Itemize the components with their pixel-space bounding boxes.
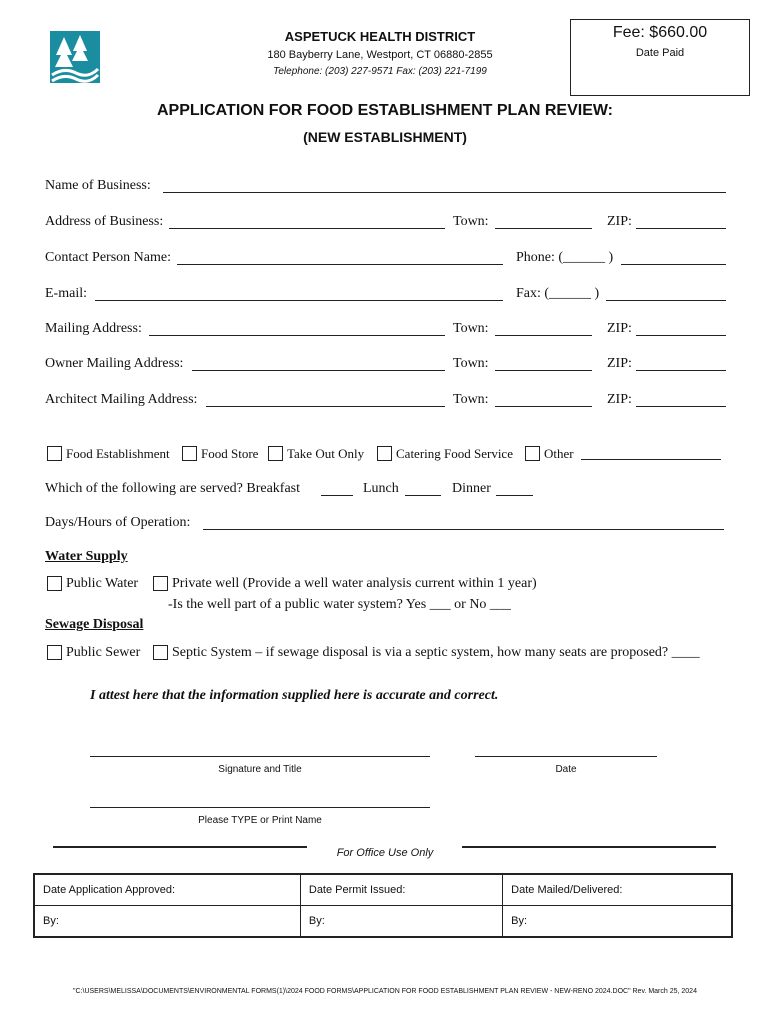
fee-box: [570, 19, 750, 96]
sewage-disposal-heading: Sewage Disposal: [45, 617, 144, 632]
catering-checkbox[interactable]: [377, 446, 392, 461]
owner-town-field[interactable]: [495, 370, 592, 371]
owner-town-label: Town:: [453, 356, 489, 371]
owner-mailing-address-label: Owner Mailing Address:: [45, 356, 184, 371]
public-water-checkbox[interactable]: [47, 576, 62, 591]
date-label: Date: [555, 764, 577, 775]
water-supply-heading: Water Supply: [45, 549, 128, 564]
septic-system-label: Septic System – if sewage disposal is via a septic system, how many seats are proposed? ____: [172, 645, 700, 660]
lunch-field[interactable]: [405, 495, 441, 496]
table-row: [34, 874, 732, 906]
private-well-checkbox[interactable]: [153, 576, 168, 591]
business-address-label: Address of Business:: [45, 214, 164, 229]
business-name-label: Name of Business:: [45, 178, 151, 193]
architect-town-label: Town:: [453, 392, 489, 407]
form-title: APPLICATION FOR FOOD ESTABLISHMENT PLAN REVIEW:: [157, 102, 613, 119]
days-hours-label: Days/Hours of Operation:: [45, 515, 191, 530]
public-sewer-label: Public Sewer: [66, 645, 141, 660]
lunch-label: Lunch: [363, 481, 399, 496]
architect-town-field[interactable]: [495, 406, 592, 407]
breakfast-field[interactable]: [321, 495, 353, 496]
phone-label: Phone: (______ ): [516, 250, 614, 265]
mailing-zip-field[interactable]: [636, 335, 726, 336]
org-name: ASPETUCK HEALTH DISTRICT: [284, 29, 476, 44]
fax-label: Fax: (______ ): [516, 286, 600, 301]
public-system-question: -Is the well part of a public water system? Yes ___ or No ___: [168, 597, 511, 612]
zip-field[interactable]: [636, 228, 726, 229]
phone-field[interactable]: [621, 264, 726, 265]
contact-person-field[interactable]: [177, 264, 503, 265]
mailing-zip-label: ZIP:: [607, 321, 632, 336]
take-out-only-label: Take Out Only: [287, 446, 365, 461]
office-use-label: For Office Use Only: [336, 847, 434, 859]
issued-cell[interactable]: Date Permit Issued:: [300, 874, 502, 906]
email-field[interactable]: [95, 300, 503, 301]
other-checkbox[interactable]: [525, 446, 540, 461]
print-name-label: Please TYPE or Print Name: [198, 815, 322, 826]
business-address-field[interactable]: [169, 228, 445, 229]
attestation-statement: I attest here that the information supplied here is accurate and correct.: [90, 688, 499, 703]
catering-label: Catering Food Service: [396, 446, 513, 461]
zip-label: ZIP:: [607, 214, 632, 229]
public-water-label: Public Water: [66, 576, 139, 591]
email-label: E-mail:: [45, 286, 87, 301]
contact-person-label: Contact Person Name:: [45, 250, 171, 265]
org-address: 180 Bayberry Lane, Westport, CT 06880-2855: [267, 49, 493, 61]
architect-mailing-address-label: Architect Mailing Address:: [45, 392, 198, 407]
owner-zip-label: ZIP:: [607, 356, 632, 371]
mailing-address-label: Mailing Address:: [45, 321, 142, 336]
architect-zip-label: ZIP:: [607, 392, 632, 407]
mailed-by-cell[interactable]: By:: [503, 906, 732, 938]
other-field[interactable]: [581, 459, 721, 460]
other-label: Other: [544, 446, 574, 461]
business-name-field[interactable]: [163, 192, 726, 193]
septic-system-checkbox[interactable]: [153, 645, 168, 660]
print-name-field[interactable]: [90, 807, 430, 808]
mailing-town-field[interactable]: [495, 335, 592, 336]
mailing-address-field[interactable]: [149, 335, 445, 336]
owner-zip-field[interactable]: [636, 370, 726, 371]
footer-file-path: "C:\USERS\MELISSA\DOCUMENTS\ENVIRONMENTAL FORMS(1)\2024 FOOD FORMS\APPLICATION FOR FOOD ESTABLISHMENT PLAN REVIEW - NEW-RENO 2024.DOC" Rev. March 25, 2024: [73, 988, 697, 995]
signature-label: Signature and Title: [218, 764, 302, 775]
architect-mailing-address-field[interactable]: [206, 406, 445, 407]
trees-water-logo-icon: [50, 31, 100, 83]
mailed-cell[interactable]: Date Mailed/Delivered:: [503, 874, 732, 906]
public-sewer-checkbox[interactable]: [47, 645, 62, 660]
food-store-checkbox[interactable]: [182, 446, 197, 461]
architect-zip-field[interactable]: [636, 406, 726, 407]
approved-by-cell[interactable]: By:: [34, 906, 300, 938]
dinner-label: Dinner: [452, 481, 491, 496]
food-store-label: Food Store: [201, 446, 259, 461]
take-out-only-checkbox[interactable]: [268, 446, 283, 461]
private-well-label: Private well (Provide a well water analysis current within 1 year): [172, 576, 537, 591]
approved-cell[interactable]: Date Application Approved:: [34, 874, 300, 906]
dinner-field[interactable]: [496, 495, 533, 496]
food-establishment-checkbox[interactable]: [47, 446, 62, 461]
meals-question: Which of the following are served? Breakfast: [45, 481, 301, 496]
form-subtitle: (NEW ESTABLISHMENT): [303, 129, 467, 145]
org-telephone: Telephone: (203) 227-9571 Fax: (203) 221-7199: [273, 66, 487, 77]
fee-amount: Fee: $660.00: [612, 24, 708, 41]
owner-mailing-address-field[interactable]: [192, 370, 445, 371]
days-hours-field[interactable]: [203, 529, 724, 530]
signature-field[interactable]: [90, 756, 430, 757]
issued-by-cell[interactable]: By:: [300, 906, 502, 938]
mailing-town-label: Town:: [453, 321, 489, 336]
town-label: Town:: [453, 214, 489, 229]
fax-field[interactable]: [606, 300, 726, 301]
date-field[interactable]: [475, 756, 657, 757]
office-divider-left: [53, 846, 307, 848]
table-row: [34, 906, 732, 938]
food-establishment-label: Food Establishment: [66, 446, 170, 461]
town-field[interactable]: [495, 228, 592, 229]
office-use-table: [33, 873, 733, 938]
office-divider-right: [462, 846, 716, 848]
date-paid-label: Date Paid: [635, 47, 685, 59]
